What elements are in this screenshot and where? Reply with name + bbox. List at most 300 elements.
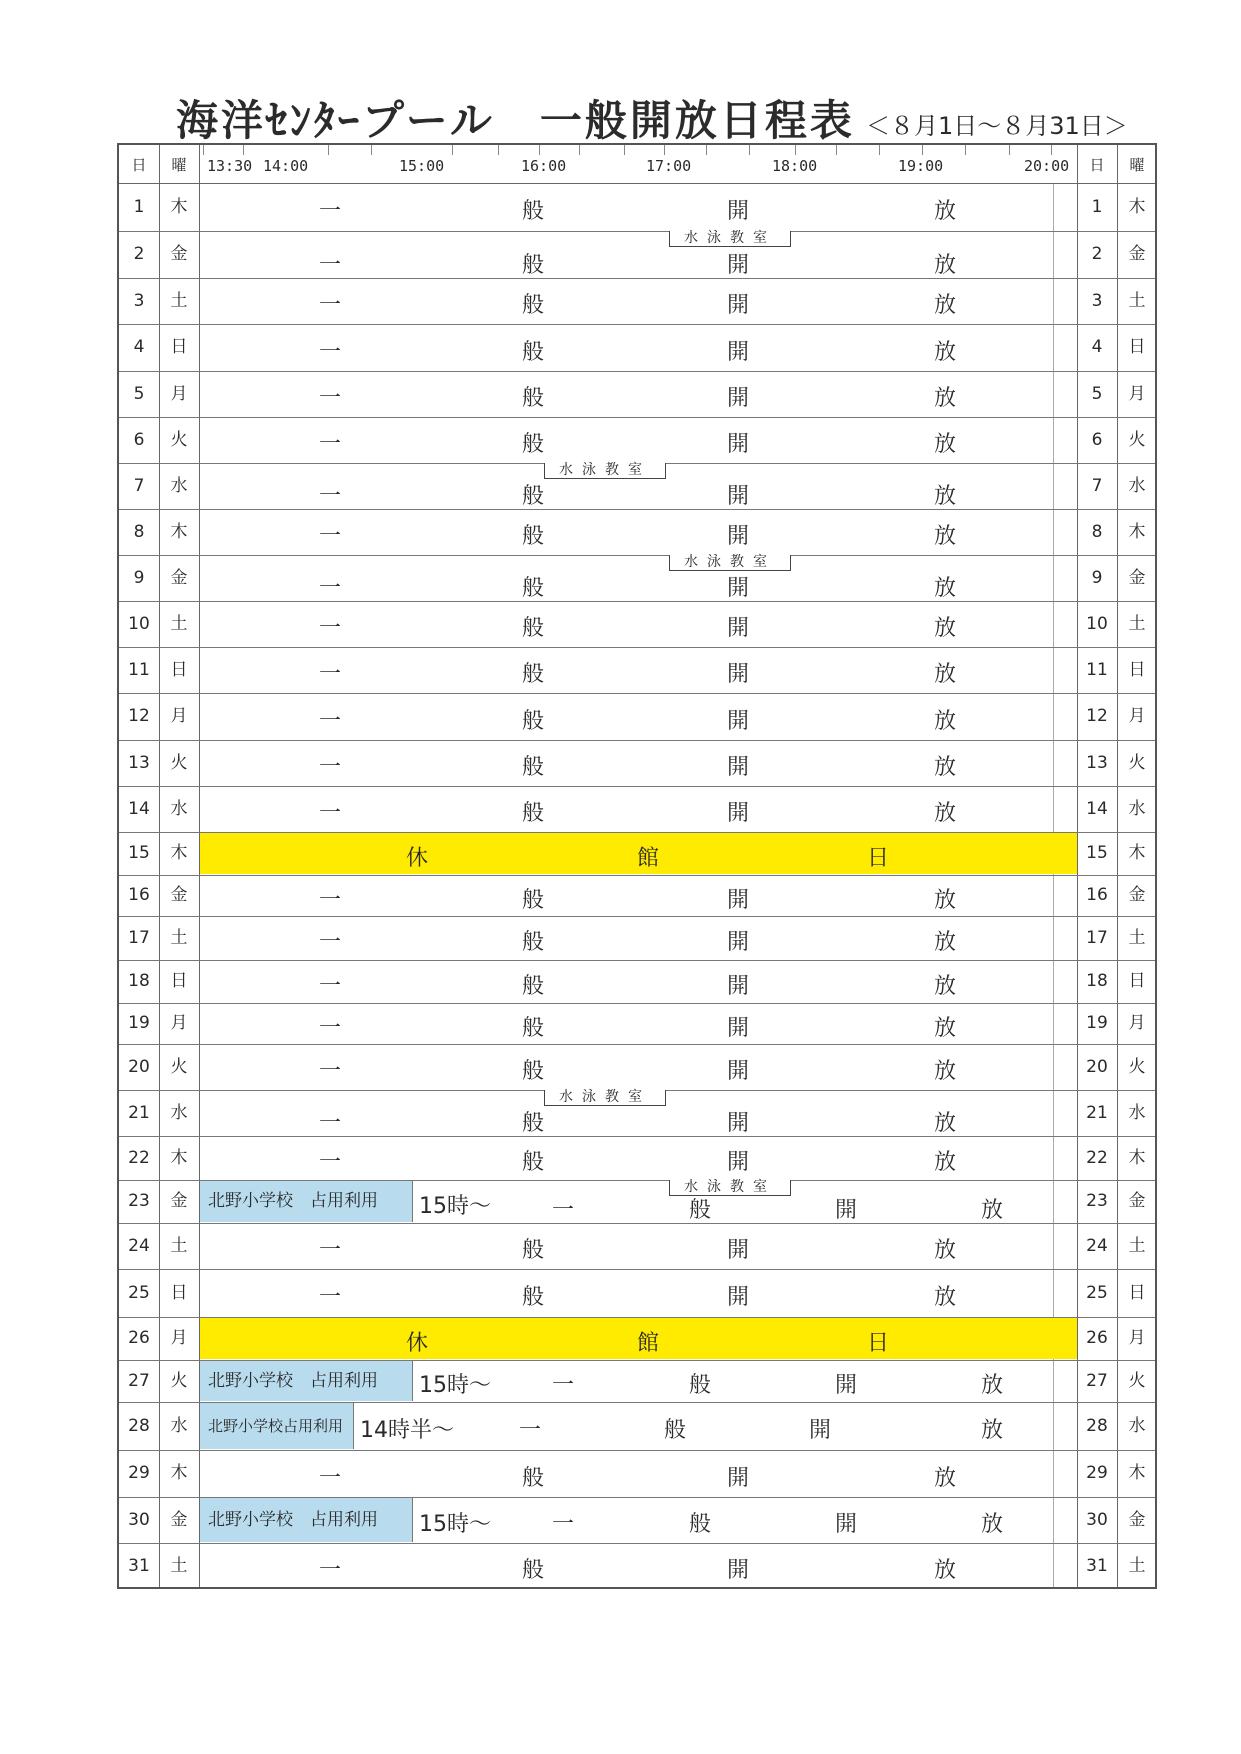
general-open-char: 一 [319,199,342,224]
general-open-char: 般 [522,1465,545,1491]
general-open-char: 開 [727,708,750,734]
day-number: 15 [128,843,150,863]
general-open-char: 開 [727,432,750,457]
time-label: 17:00 [646,157,692,175]
swim-class-label: 水泳教室 [544,1090,666,1106]
general-open-char: 一 [552,1198,575,1223]
weekday-right: 水 [1128,476,1146,496]
general-open-char: 一 [319,1465,342,1491]
header-day: 日 [131,156,147,174]
general-open-char: 一 [319,386,342,411]
day-number: 22 [128,1148,150,1168]
general-open-char: 一 [319,1285,342,1310]
day-number: 5 [133,384,145,404]
swim-class-label: 水泳教室 [669,1180,791,1196]
open-from-time: 14時半～ [360,1418,454,1443]
weekday-right: 金 [1128,568,1146,588]
general-open-char: 一 [319,801,342,826]
day-number: 2 [133,244,145,264]
general-open-char: 開 [727,484,750,509]
general-open-char: 開 [727,616,750,641]
general-open-char: 放 [934,386,957,411]
day-number: 9 [133,568,145,588]
day-number-right: 5 [1091,384,1103,404]
header-weekday: 曜 [171,156,187,174]
weekday: 土 [170,1236,188,1256]
general-open-char: 一 [552,1512,575,1537]
day-number: 30 [128,1510,150,1530]
general-open-char: 一 [319,930,342,955]
weekday: 水 [170,476,188,496]
open-from-time: 15時～ [419,1512,491,1537]
general-open-char: 般 [522,432,545,457]
general-open-char: 般 [689,1373,712,1398]
general-open-char: 般 [522,484,545,509]
general-open-char: 放 [934,576,957,601]
general-open-char: 開 [727,1558,750,1583]
general-open-char: 般 [522,616,545,641]
general-open-char: 放 [981,1373,1004,1398]
day-number-right: 31 [1086,1556,1108,1576]
weekday: 金 [170,244,188,264]
closed-char: 館 [637,845,660,871]
general-open-char: 放 [934,253,957,278]
day-number-right: 26 [1086,1328,1108,1348]
header-day-right: 日 [1089,156,1105,174]
weekday: 日 [170,660,188,680]
day-number-right: 30 [1086,1510,1108,1530]
general-open-char: 開 [727,1238,750,1263]
weekday: 日 [170,337,188,357]
weekday-right: 月 [1128,1328,1146,1348]
general-open-char: 放 [981,1418,1004,1443]
swim-class-label: 水泳教室 [544,463,666,479]
day-number: 17 [128,928,150,948]
general-open-char: 放 [934,1465,957,1491]
weekday-right: 木 [1128,843,1146,863]
general-open-char: 般 [522,708,545,734]
closed-char: 休 [406,1330,429,1356]
general-open-char: 開 [727,973,750,999]
day-number: 8 [133,522,145,542]
row-divider [119,1044,1155,1045]
general-open-char: 放 [934,1150,957,1175]
time-label: 19:00 [898,157,944,175]
general-open-char: 般 [522,755,545,780]
general-open-char: 開 [727,253,750,278]
day-number-right: 27 [1086,1371,1108,1391]
time-end-divider [1053,183,1054,1587]
time-tick [1009,145,1010,155]
weekday-right: 土 [1128,1236,1146,1256]
general-open-char: 開 [727,1059,750,1084]
weekday-right: 日 [1128,337,1146,357]
general-open-char: 一 [319,524,342,549]
general-open-char: 放 [934,1238,957,1263]
time-tick [498,145,499,155]
row-divider [119,1269,1155,1270]
weekday-right: 木 [1128,1148,1146,1168]
general-open-char: 開 [727,662,750,687]
weekday-right: 月 [1128,384,1146,404]
general-open-char: 般 [664,1418,687,1443]
time-label: 20:00 [1024,157,1070,175]
day-number-right: 28 [1086,1416,1108,1436]
day-number-right: 16 [1086,885,1108,905]
weekday: 火 [170,430,188,450]
swim-class-label: 水泳教室 [669,555,791,571]
general-open-char: 一 [319,973,342,999]
time-tick [836,145,837,155]
day-number-right: 7 [1091,476,1103,496]
day-number-right: 21 [1086,1103,1108,1123]
day-number: 24 [128,1236,150,1256]
general-open-char: 放 [934,1558,957,1583]
general-open-char: 放 [934,524,957,549]
day-number-right: 19 [1086,1013,1108,1033]
weekday: 木 [170,197,188,217]
general-open-char: 開 [727,386,750,411]
day-number: 19 [128,1013,150,1033]
weekday-right: 日 [1128,971,1146,991]
school-use-band: 北野小学校 占用利用 [200,1361,413,1401]
time-label: 15:00 [399,157,445,175]
weekday-right: 土 [1128,614,1146,634]
general-open-char: 開 [835,1512,858,1537]
row-divider [119,647,1155,648]
closed-char: 日 [867,845,890,871]
day-number-right: 3 [1091,291,1103,311]
time-tick [452,145,453,155]
weekday-right: 金 [1128,885,1146,905]
row-divider [119,601,1155,602]
school-use-band: 北野小学校 占用利用 [200,1181,413,1222]
general-open-char: 一 [319,576,342,601]
header-weekday-right: 曜 [1129,156,1145,174]
day-number-right: 15 [1086,843,1108,863]
row-divider [119,786,1155,787]
weekday-right: 木 [1128,197,1146,217]
day-number-right: 2 [1091,244,1103,264]
general-open-char: 放 [934,616,957,641]
schedule-table [117,143,1157,1589]
general-open-char: 開 [727,887,750,913]
general-open-char: 放 [934,1059,957,1084]
general-open-char: 般 [522,801,545,826]
general-open-char: 般 [522,1285,545,1310]
weekday: 火 [170,753,188,773]
weekday: 水 [170,799,188,819]
general-open-char: 般 [522,576,545,601]
day-number: 7 [133,476,145,496]
general-open-char: 一 [552,1373,575,1398]
general-open-char: 一 [319,1238,342,1263]
weekday-right: 金 [1128,1510,1146,1530]
general-open-char: 開 [727,524,750,549]
day-number: 26 [128,1328,150,1348]
time-label: 14:00 [263,157,309,175]
general-open-char: 放 [934,708,957,734]
general-open-char: 開 [727,339,750,365]
general-open-char: 般 [522,1558,545,1583]
day-number-right: 20 [1086,1057,1108,1077]
day-number-right: 6 [1091,430,1103,450]
weekday: 日 [170,971,188,991]
weekday: 月 [170,706,188,726]
weekday: 金 [170,1510,188,1530]
general-open-char: 一 [319,662,342,687]
time-tick [579,145,580,155]
general-open-char: 般 [522,1015,545,1041]
weekday: 水 [170,1416,188,1436]
weekday: 木 [170,522,188,542]
general-open-char: 放 [934,930,957,955]
weekday: 日 [170,1283,188,1303]
general-open-char: 一 [319,1150,342,1175]
general-open-char: 般 [689,1512,712,1537]
day-number: 10 [128,614,150,634]
general-open-char: 放 [934,1015,957,1041]
general-open-char: 開 [727,1285,750,1310]
weekday-right: 木 [1128,1463,1146,1483]
weekday-right: 火 [1128,1371,1146,1391]
day-number: 21 [128,1103,150,1123]
general-open-char: 般 [522,386,545,411]
day-number: 31 [128,1556,150,1576]
general-open-char: 放 [934,662,957,687]
general-open-char: 般 [522,930,545,955]
general-open-char: 一 [319,755,342,780]
day-number-right: 12 [1086,706,1108,726]
general-open-char: 開 [835,1198,858,1223]
general-open-char: 放 [934,432,957,457]
weekday: 土 [170,928,188,948]
weekday-right: 火 [1128,430,1146,450]
swim-class-label: 水泳教室 [669,231,791,247]
day-number-right: 24 [1086,1236,1108,1256]
weekday-right: 木 [1128,522,1146,542]
general-open-char: 放 [934,755,957,780]
day-number: 20 [128,1057,150,1077]
day-number-right: 29 [1086,1463,1108,1483]
general-open-char: 開 [835,1373,858,1398]
general-open-char: 般 [522,1111,545,1136]
weekday-right: 火 [1128,753,1146,773]
time-tick [539,145,540,155]
time-tick [328,145,329,155]
general-open-char: 般 [522,524,545,549]
day-number-right: 25 [1086,1283,1108,1303]
day-number: 1 [133,197,145,217]
weekday: 土 [170,291,188,311]
general-open-char: 放 [934,1111,957,1136]
time-label: 16:00 [521,157,567,175]
general-open-char: 般 [522,1238,545,1263]
general-open-char: 開 [727,801,750,826]
weekday-right: 月 [1128,1013,1146,1033]
weekday: 月 [170,1328,188,1348]
general-open-char: 開 [727,930,750,955]
general-open-char: 放 [934,1285,957,1310]
day-number: 18 [128,971,150,991]
day-number-right: 1 [1091,197,1103,217]
general-open-char: 一 [319,339,342,365]
general-open-char: 開 [727,1465,750,1491]
date-range: ＜８月1日～８月31日＞ [866,112,1128,140]
day-number: 29 [128,1463,150,1483]
general-open-char: 一 [319,293,342,318]
day-number: 13 [128,753,150,773]
day-number-right: 4 [1091,337,1103,357]
general-open-char: 一 [319,887,342,913]
weekday: 木 [170,1148,188,1168]
school-use-band: 北野小学校 占用利用 [200,1498,413,1542]
weekday-right: 火 [1128,1057,1146,1077]
day-number-right: 11 [1086,660,1108,680]
day-number-right: 22 [1086,1148,1108,1168]
row-divider [119,231,1155,232]
open-from-time: 15時～ [419,1193,491,1219]
general-open-char: 一 [319,253,342,278]
time-tick [879,145,880,155]
general-open-char: 般 [522,662,545,687]
general-open-char: 般 [522,253,545,278]
general-open-char: 般 [522,199,545,224]
general-open-char: 一 [319,432,342,457]
general-open-char: 一 [319,1015,342,1041]
day-number: 27 [128,1371,150,1391]
general-open-char: 放 [981,1512,1004,1537]
day-number: 6 [133,430,145,450]
general-open-char: 放 [934,339,957,365]
weekday: 金 [170,568,188,588]
day-number-right: 18 [1086,971,1108,991]
general-open-char: 放 [934,801,957,826]
day-number: 28 [128,1416,150,1436]
general-open-char: 開 [727,293,750,318]
general-open-char: 一 [319,1558,342,1583]
day-number: 11 [128,660,150,680]
time-tick [749,145,750,155]
general-open-char: 一 [319,1111,342,1136]
general-open-char: 一 [319,616,342,641]
weekday-right: 金 [1128,1191,1146,1211]
weekday-right: 日 [1128,660,1146,680]
weekday-right: 水 [1128,799,1146,819]
weekday: 水 [170,1103,188,1123]
general-open-char: 般 [522,1150,545,1175]
day-number: 14 [128,799,150,819]
time-tick [203,145,204,155]
day-number: 4 [133,337,145,357]
row-divider [119,1003,1155,1004]
general-open-char: 開 [727,576,750,601]
day-number-right: 13 [1086,753,1108,773]
general-open-char: 般 [522,1059,545,1084]
general-open-char: 開 [727,1150,750,1175]
weekday-right: 金 [1128,244,1146,264]
general-open-char: 開 [727,1015,750,1041]
day-number: 23 [128,1191,150,1211]
general-open-char: 開 [809,1418,832,1443]
time-tick [922,145,923,155]
weekday: 金 [170,885,188,905]
row-divider [119,1543,1155,1544]
general-open-char: 一 [319,484,342,509]
time-tick [1051,145,1052,155]
row-divider [119,1136,1155,1137]
row-divider [119,916,1155,917]
row-divider [119,417,1155,418]
time-tick [965,145,966,155]
row-divider [119,371,1155,372]
row-divider [119,278,1155,279]
general-open-char: 放 [934,293,957,318]
closed-char: 日 [867,1330,890,1356]
general-open-char: 放 [934,199,957,224]
general-open-char: 開 [727,1111,750,1136]
row-divider [119,875,1155,876]
weekday-right: 土 [1128,928,1146,948]
time-label: 18:00 [772,157,818,175]
general-open-char: 放 [934,484,957,509]
day-number: 16 [128,885,150,905]
day-number: 3 [133,291,145,311]
open-from-time: 15時～ [419,1373,491,1398]
row-divider [119,509,1155,510]
weekday: 土 [170,614,188,634]
time-tick [624,145,625,155]
page-title: 海洋ｾﾝﾀｰプール 一般開放日程表 [176,96,855,145]
general-open-char: 般 [522,339,545,365]
day-number-right: 8 [1091,522,1103,542]
closed-char: 館 [637,1330,660,1356]
row-divider [119,960,1155,961]
day-number-right: 10 [1086,614,1108,634]
school-use-band: 北野小学校占用利用 [200,1403,354,1449]
weekday: 火 [170,1371,188,1391]
weekday-right: 月 [1128,706,1146,726]
weekday: 火 [170,1057,188,1077]
weekday: 金 [170,1191,188,1211]
closed-char: 休 [406,845,429,871]
time-tick [706,145,707,155]
weekday-right: 土 [1128,291,1146,311]
row-divider [119,1450,1155,1451]
weekday: 月 [170,384,188,404]
row-divider [119,693,1155,694]
time-label: 13:30 [207,157,253,175]
header-divider [119,183,1155,184]
general-open-char: 一 [319,1059,342,1084]
weekday-right: 土 [1128,1556,1146,1576]
general-open-char: 般 [522,293,545,318]
weekday: 木 [170,1463,188,1483]
general-open-char: 放 [981,1198,1004,1223]
weekday: 月 [170,1013,188,1033]
day-number-right: 23 [1086,1191,1108,1211]
time-tick [243,145,244,155]
row-divider [119,740,1155,741]
general-open-char: 開 [727,199,750,224]
general-open-char: 一 [519,1418,542,1443]
weekday-right: 日 [1128,1283,1146,1303]
row-divider [119,555,1155,556]
general-open-char: 般 [689,1198,712,1223]
weekday-right: 水 [1128,1103,1146,1123]
time-tick [664,145,665,155]
time-tick [371,145,372,155]
